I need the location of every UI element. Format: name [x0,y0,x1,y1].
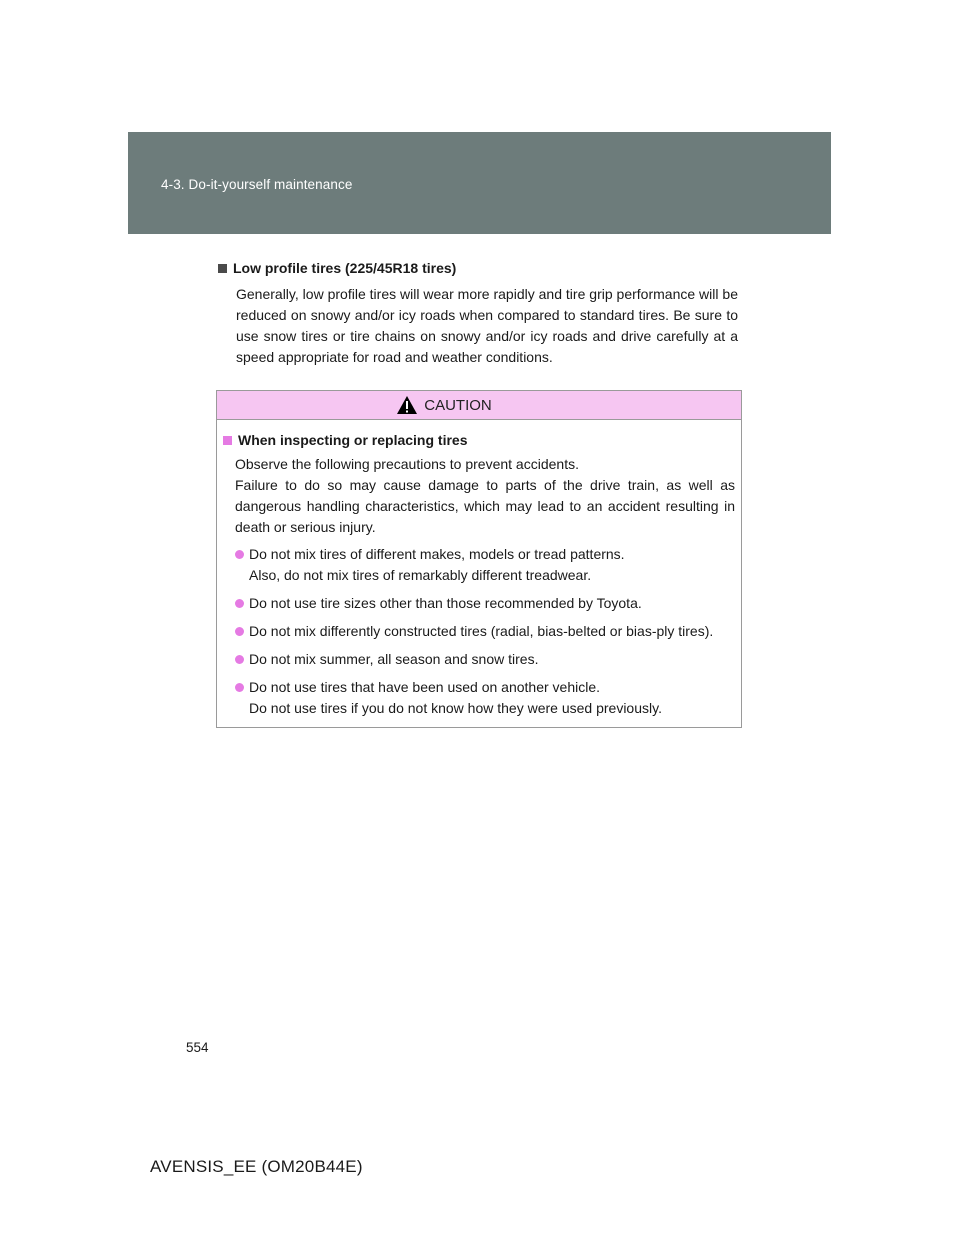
list-item [235,544,735,586]
list-item [235,649,735,670]
list-item [235,593,735,614]
low-profile-heading-text: Low profile tires (225/45R18 tires) [233,260,457,276]
warning-triangle-icon [396,395,418,415]
list-item-text: Do not mix tires of different makes, models or tread patterns. [249,546,625,562]
caution-list [235,544,735,719]
caution-body [217,420,741,719]
low-profile-section [218,260,738,368]
circle-bullet-icon [235,627,244,636]
circle-bullet-icon [235,599,244,608]
section-title: 4-3. Do-it-yourself maintenance [161,177,353,192]
caution-heading [223,432,735,448]
caution-heading-text: When inspecting or replacing tires [238,432,468,448]
caution-intro-line1: Observe the following precautions to prevent accidents. [235,456,579,472]
square-bullet-icon [223,436,232,445]
list-item-text: Do not mix differently constructed tires (radial, bias-belted or bias-ply tires). [249,623,714,639]
circle-bullet-icon [235,550,244,559]
square-bullet-icon [218,264,227,273]
list-item-text: Also, do not mix tires of remarkably different treadwear. [249,567,592,583]
caution-box [216,390,742,728]
list-item [235,621,735,642]
list-item [235,677,735,719]
circle-bullet-icon [235,655,244,664]
caution-intro-line2: Failure to do so may cause damage to parts of the drive train, as well as dangerous handling characteristics, which may lead to an accident resulting in death or serious injury. [235,477,735,535]
circle-bullet-icon [235,683,244,692]
document-code: AVENSIS_EE (OM20B44E) [150,1157,363,1176]
low-profile-body: Generally, low profile tires will wear more rapidly and tire grip performance will be reduced on snowy and/or icy roads when compared to standard tires. Be sure to use snow tires or tire chains on snowy and/or icy roads and drive carefully at a speed appropriate for road and weather conditions. [236,286,738,365]
caution-header [217,391,741,420]
page-number: 554 [186,1040,209,1055]
list-item-text: Do not mix summer, all season and snow tires. [249,651,539,667]
list-item-text: Do not use tires that have been used on another vehicle. [249,679,601,695]
low-profile-heading [218,260,738,276]
caution-label: CAUTION [424,396,492,414]
section-header-band [128,132,831,234]
list-item-text: Do not use tire sizes other than those recommended by Toyota. [249,595,642,611]
caution-intro [235,454,735,538]
list-item-text: Do not use tires if you do not know how they were used previously. [249,700,662,716]
